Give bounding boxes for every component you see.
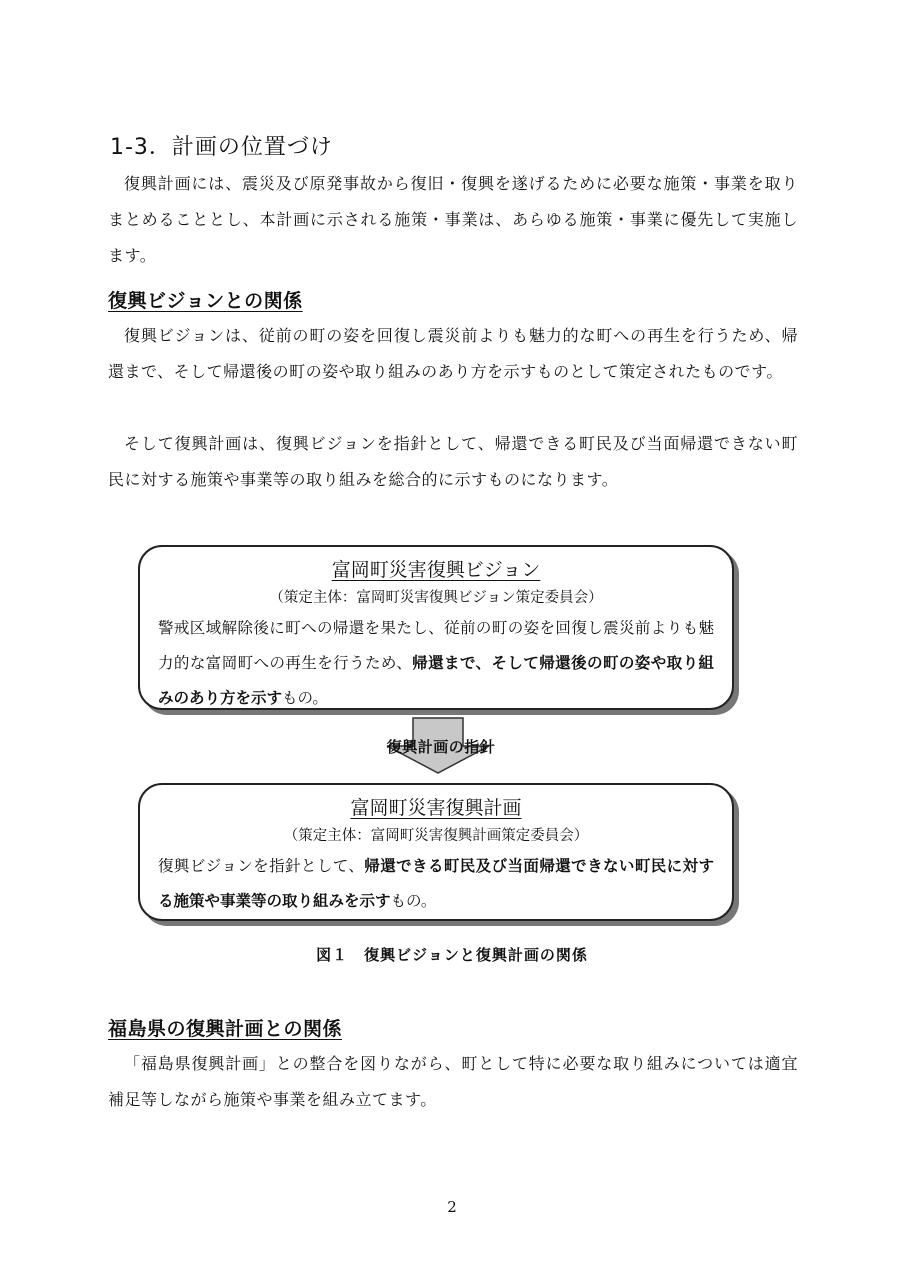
vision-relation-paragraph-2: そして復興計画は、復興ビジョンを指針として、帰還できる町民及び当面帰還できない町民に対する施策や事業等の取り組みを総合的に示すものになります。 — [108, 434, 798, 489]
plan-box-subtitle: （策定主体：富岡町災害復興計画策定委員会） — [283, 828, 589, 844]
intro-paragraph: 復興計画には、震災及び原発事故から復旧・復興を遂げるために必要な施策・事業を取りまとめることとし、本計画に示される施策・事業は、あらゆる施策・事業に優先して実施します。 — [108, 174, 798, 265]
page-number: 2 — [447, 1198, 457, 1216]
plan-box-body-start: 復興ビジョンを指針として、 — [158, 857, 365, 875]
vision-box — [138, 545, 734, 710]
vision-box-body-start: 警戒区域解除後に町への帰還を果たし、従前の町の姿を回復し震災前よりも魅力的な富岡町への再生を行うため、 — [158, 619, 714, 672]
section-title: 1-3．計画の位置づけ — [110, 135, 333, 160]
vision-box-body-end: もの。 — [282, 689, 328, 707]
plan-box-body — [158, 849, 714, 919]
vision-relation-paragraph-1: 復興ビジョンは、従前の町の姿を回復し震災前よりも魅力的な町への再生を行うため、帰還まで、そして帰還後の町の姿や取り組みのあり方を示すものとして策定されたものです。 — [108, 326, 798, 381]
plan-box-body-bold: 帰還できる町民及び当面帰還できない町民に対する施策や事業等の取り組みを示す — [158, 857, 714, 910]
prefecture-relation-heading: 福島県の復興計画との関係 — [108, 1018, 343, 1040]
arrow-label: 復興計画の指針 — [386, 738, 496, 756]
plan-box — [138, 783, 734, 921]
plan-box-title: 富岡町災害復興計画 — [350, 797, 522, 819]
vision-box-body-bold: 帰還まで、そして帰還後の町の姿や取り組みのあり方を示す — [158, 654, 714, 707]
prefecture-relation-paragraph: 「福島県復興計画」との整合を図りながら、町として特に必要な取り組みについては適宜補足等しながら施策や事業を組み立てます。 — [108, 1054, 798, 1109]
plan-box-body-end: もの。 — [390, 892, 437, 910]
vision-box-body — [158, 611, 714, 716]
figure-caption: 図１ 復興ビジョンと復興計画の関係 — [316, 946, 588, 964]
vision-box-subtitle: （策定主体：富岡町災害復興ビジョン策定委員会） — [269, 590, 603, 606]
vision-relation-heading: 復興ビジョンとの関係 — [108, 290, 303, 312]
vision-box-title: 富岡町災害復興ビジョン — [331, 559, 541, 581]
